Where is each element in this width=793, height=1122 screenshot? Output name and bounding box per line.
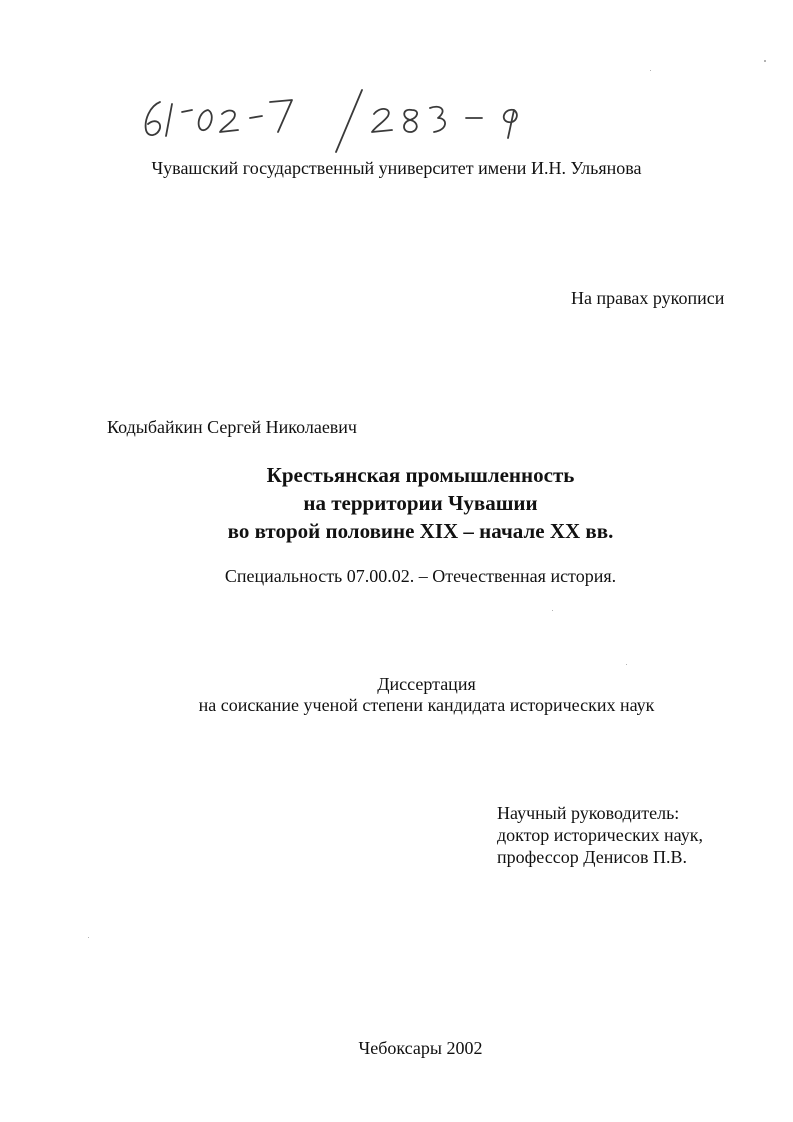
place-and-year: Чебоксары 2002 [358, 1038, 483, 1058]
dissertation-title-line-1: Крестьянская промышленность [266, 463, 575, 487]
manuscript-rights-note: На правах рукописи [571, 288, 725, 308]
specialty: Специальность 07.00.02. – Отечественная история. [224, 566, 617, 586]
supervisor-label: Научный руководитель: [497, 803, 680, 823]
scan-speck [626, 664, 627, 665]
supervisor-name: профессор Денисов П.В. [497, 847, 687, 867]
author-name: Кодыбайкин Сергей Николаевич [107, 417, 357, 437]
scan-speck [764, 60, 766, 62]
university-name: Чувашский государственный университет имени И.Н. Ульянова [151, 158, 642, 178]
dissertation-title-line-2: на территории Чувашии [303, 491, 538, 515]
supervisor-degree: доктор исторических наук, [497, 825, 703, 845]
scan-speck [552, 610, 553, 611]
scan-speck [650, 70, 651, 71]
handwritten-catalog-number [130, 88, 540, 158]
dissertation-title-line-3: во второй половине XIX – начале XX вв. [227, 519, 614, 543]
dissertation-heading: Диссертация [377, 674, 476, 694]
scan-speck [88, 937, 89, 938]
degree-statement: на соискание ученой степени кандидата исторических наук [198, 695, 655, 715]
